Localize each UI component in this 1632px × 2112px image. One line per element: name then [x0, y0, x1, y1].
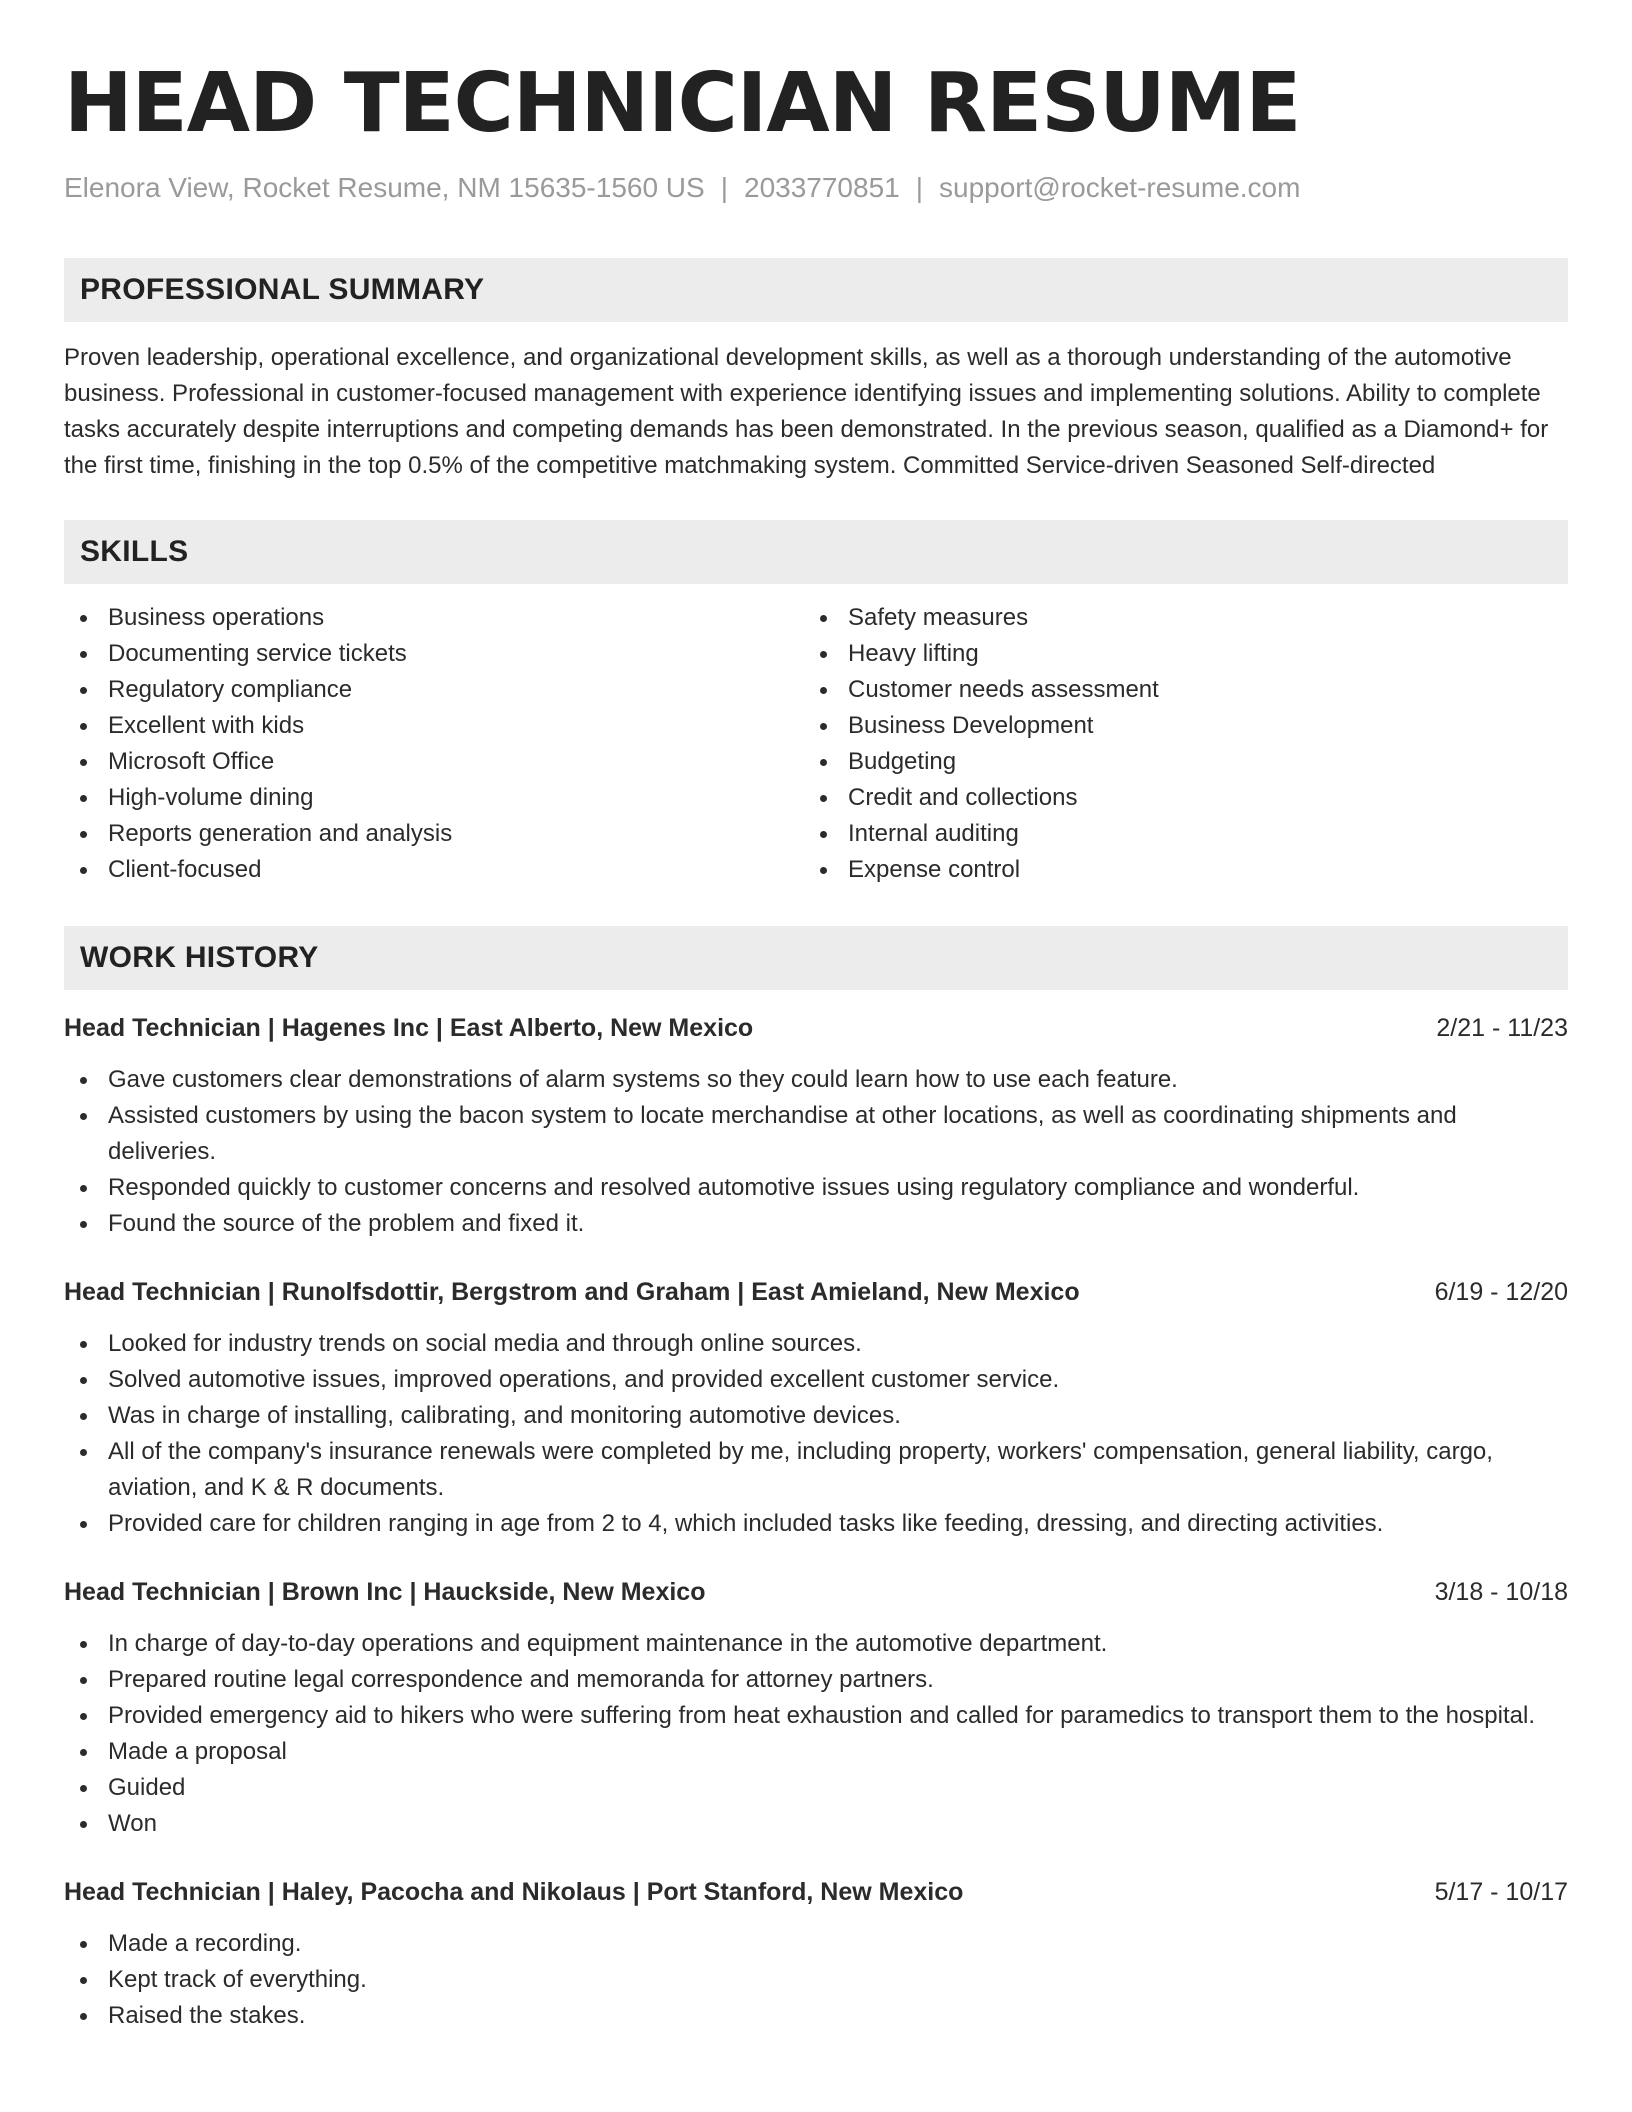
- work-heading: WORK HISTORY: [80, 941, 319, 974]
- skills-column-right: [804, 600, 1544, 888]
- job-bullet: Assisted customers by using the bacon system to locate merchandise at other locations, as well as coordinating shipments and deliveries.: [64, 1098, 1568, 1170]
- job-bullets: [64, 1626, 1568, 1842]
- job-bullet: Made a proposal: [64, 1734, 1568, 1770]
- job-bullet: Won: [64, 1806, 1568, 1842]
- job-bullet: Prepared routine legal correspondence and memoranda for attorney partners.: [64, 1662, 1568, 1698]
- skill-item: Client-focused: [64, 852, 804, 888]
- skill-item: Microsoft Office: [64, 744, 804, 780]
- job-bullets: [64, 1062, 1568, 1242]
- job-bullet: Found the source of the problem and fixed it.: [64, 1206, 1568, 1242]
- job-dates: 3/18 - 10/18: [1434, 1578, 1568, 1606]
- skills-column-left: [64, 600, 804, 888]
- contact-line: [64, 170, 1568, 206]
- contact-address: Elenora View, Rocket Resume, NM 15635-1560 US: [64, 172, 705, 203]
- skill-item: Customer needs assessment: [804, 672, 1544, 708]
- job-bullet: Provided care for children ranging in age from 2 to 4, which included tasks like feeding, dressing, and directing activities.: [64, 1506, 1568, 1542]
- skill-item: Safety measures: [804, 600, 1544, 636]
- job-bullet: Was in charge of installing, calibrating, and monitoring automotive devices.: [64, 1398, 1568, 1434]
- job-bullet: In charge of day-to-day operations and equipment maintenance in the automotive department.: [64, 1626, 1568, 1662]
- job-entry: [64, 1274, 1568, 1542]
- skill-item: Reports generation and analysis: [64, 816, 804, 852]
- skill-item: Documenting service tickets: [64, 636, 804, 672]
- job-header: [64, 1574, 1568, 1610]
- summary-text: Proven leadership, operational excellence, and organizational development skills, as well as a thorough understanding of the automotive business. Professional in customer-focused management with experience identifying issues and implementing solutions. Ability to complete tasks accurately despite interruptions and competing demands has been demonstrated. In the previous season, qualified as a Diamond+ for the first time, finishing in the top 0.5% of the competitive matchmaking system. Committed Service-driven Seasoned Self-directed: [64, 344, 1549, 479]
- job-title: Head Technician | Hagenes Inc | East Alberto, New Mexico: [64, 1014, 754, 1042]
- job-entry: [64, 1874, 1568, 2034]
- work-section-header: [64, 926, 1568, 990]
- job-bullet: Made a recording.: [64, 1926, 1568, 1962]
- skill-item: Excellent with kids: [64, 708, 804, 744]
- job-bullet: Gave customers clear demonstrations of alarm systems so they could learn how to use each feature.: [64, 1062, 1568, 1098]
- job-bullets: [64, 1326, 1568, 1542]
- job-title: Head Technician | Runolfsdottir, Bergstrom and Graham | East Amieland, New Mexico: [64, 1278, 1080, 1306]
- contact-email: support@rocket-resume.com: [939, 172, 1301, 203]
- job-bullet: Responded quickly to customer concerns and resolved automotive issues using regulatory compliance and wonderful.: [64, 1170, 1568, 1206]
- job-header: [64, 1874, 1568, 1910]
- skills-heading: SKILLS: [80, 535, 189, 568]
- summary-section-header: [64, 258, 1568, 322]
- job-title: Head Technician | Haley, Pacocha and Nikolaus | Port Stanford, New Mexico: [64, 1878, 964, 1906]
- job-dates: 5/17 - 10/17: [1434, 1878, 1568, 1906]
- resume-title: HEAD TECHNICIAN RESUME: [64, 56, 1301, 151]
- skill-item: Heavy lifting: [804, 636, 1544, 672]
- skill-item: Internal auditing: [804, 816, 1544, 852]
- job-bullet: All of the company's insurance renewals were completed by me, including property, workers' compensation, general liability, cargo, aviation, and K & R documents.: [64, 1434, 1568, 1506]
- job-bullet: Raised the stakes.: [64, 1998, 1568, 2034]
- job-entry: [64, 1010, 1568, 1242]
- skill-item: Credit and collections: [804, 780, 1544, 816]
- job-bullet: Provided emergency aid to hikers who were suffering from heat exhaustion and called for paramedics to transport them to the hospital.: [64, 1698, 1568, 1734]
- skills-section-header: [64, 520, 1568, 584]
- job-dates: 2/21 - 11/23: [1436, 1014, 1568, 1042]
- job-bullet: Kept track of everything.: [64, 1962, 1568, 1998]
- summary-heading: PROFESSIONAL SUMMARY: [80, 273, 485, 306]
- contact-phone: 2033770851: [744, 172, 900, 203]
- job-entry: [64, 1574, 1568, 1842]
- job-bullet: Looked for industry trends on social media and through online sources.: [64, 1326, 1568, 1362]
- skills-grid: [64, 600, 1568, 888]
- skill-item: Budgeting: [804, 744, 1544, 780]
- job-bullets: [64, 1926, 1568, 2034]
- skill-item: Expense control: [804, 852, 1544, 888]
- skill-item: High-volume dining: [64, 780, 804, 816]
- job-header: [64, 1274, 1568, 1310]
- contact-separator: |: [915, 172, 924, 203]
- job-bullet: Guided: [64, 1770, 1568, 1806]
- contact-separator: |: [720, 172, 728, 203]
- job-title: Head Technician | Brown Inc | Hauckside, New Mexico: [64, 1578, 706, 1606]
- job-dates: 6/19 - 12/20: [1434, 1278, 1568, 1306]
- skill-item: Business operations: [64, 600, 804, 636]
- skill-item: Regulatory compliance: [64, 672, 804, 708]
- job-bullet: Solved automotive issues, improved operations, and provided excellent customer service.: [64, 1362, 1568, 1398]
- skill-item: Business Development: [804, 708, 1544, 744]
- job-header: [64, 1010, 1568, 1046]
